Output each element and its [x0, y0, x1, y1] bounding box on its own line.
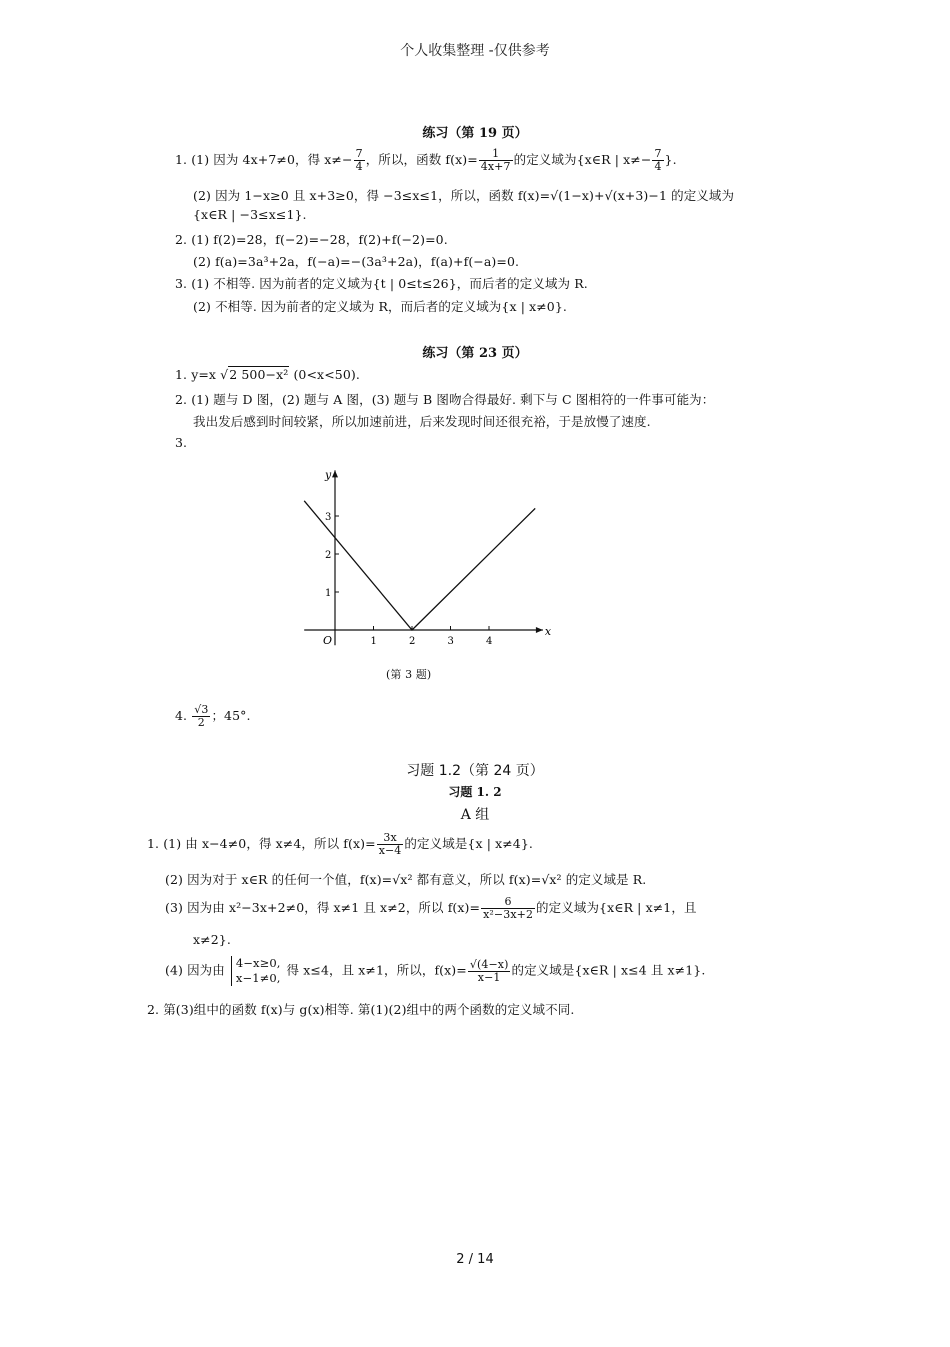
- fraction: [192, 704, 210, 729]
- section-title-page24: 习题 1.2（第 24 页）: [406, 763, 544, 779]
- answer-3-1: 3. (1) 不相等. 因为前者的定义域为{t | 0≤t≤26}，而后者的定义域为 R.: [175, 276, 588, 291]
- system-line-1: 4−x≥0,: [235, 956, 281, 970]
- exercise-1-1: [147, 832, 533, 857]
- text: ；45°.: [211, 708, 251, 723]
- page-header: 个人收集整理 -仅供参考: [400, 43, 550, 59]
- text: 1. y=x: [175, 367, 217, 382]
- text: 4.: [175, 708, 188, 723]
- denominator: 2: [197, 716, 205, 729]
- denominator: x−4: [378, 844, 402, 857]
- exercise-1-3: [165, 896, 697, 921]
- denominator: x²−3x+2: [483, 908, 534, 921]
- function-graph: [270, 460, 570, 660]
- denominator: x−1: [477, 970, 501, 984]
- fraction: [652, 148, 663, 173]
- origin-label: O: [323, 634, 333, 647]
- fraction: [468, 959, 511, 984]
- x-tick-label: 2: [409, 636, 416, 647]
- numerator: 3x: [377, 832, 404, 845]
- exercise-subtitle: 习题 1. 2: [448, 785, 502, 799]
- exercise-1-3-cont: x≠2}.: [193, 932, 231, 947]
- text: (4) 因为由: [165, 962, 225, 978]
- fraction: [354, 148, 365, 173]
- exercise-2: 2. 第(3)组中的函数 f(x)与 g(x)相等. 第(1)(2)组中的两个函数的定义域不同.: [147, 1002, 575, 1017]
- group-label: A 组: [460, 807, 490, 823]
- x-axis-arrow: [536, 627, 543, 633]
- answer-p23-2: 2. (1) 题与 D 图，(2) 题与 A 图，(3) 题与 B 图吻合得最好. 剩下与 C 图相符的一件事可能为：: [175, 392, 715, 407]
- answer-1-2: (2) 因为 1−x≥0 且 x+3≥0，得 −3≤x≤1，所以，函数 f(x)=√(1−x)+√(x+3)−1 的定义域为: [193, 188, 735, 203]
- fraction: [479, 148, 513, 173]
- answer-3-2: (2) 不相等. 因为前者的定义域为 R，而后者的定义域为{x | x≠0}.: [193, 299, 567, 314]
- answer-p23-3-label: 3.: [175, 435, 188, 450]
- text: 的定义域是{x∈R | x≤4 且 x≠1}.: [511, 962, 706, 978]
- numerator: 1: [479, 148, 513, 161]
- x-tick-label: 4: [486, 636, 493, 647]
- numerator: √(4−x): [469, 957, 509, 971]
- equation-system: [231, 956, 281, 986]
- y-tick-label: 3: [325, 512, 332, 523]
- answer-1-2-cont: {x∈R | −3≤x≤1}.: [193, 207, 307, 222]
- sqrt-expression: 2 500−x²: [229, 367, 289, 382]
- numerator: √3: [194, 703, 209, 716]
- answer-p23-2-cont: 我出发后感到时间较紧，所以加速前进，后来发现时间还很充裕，于是放慢了速度.: [193, 414, 651, 429]
- exercise-1-4: [165, 956, 705, 986]
- fraction: [377, 832, 404, 857]
- text: 的定义域为{x∈R | x≠−: [513, 152, 652, 167]
- section-title-page23: 练习（第 23 页）: [422, 346, 528, 361]
- answer-1-1: [175, 148, 677, 173]
- system-line-2: x−1≠0,: [235, 971, 281, 985]
- text: (3) 因为由 x²−3x+2≠0，得 x≠1 且 x≠2，所以 f(x)=: [165, 900, 481, 915]
- y-axis-label: y: [325, 468, 332, 482]
- denominator: 4: [654, 160, 662, 173]
- answer-p23-1: 1. y=x √2 500−x² (0<x<50).: [175, 367, 360, 382]
- section-title-page19: 练习（第 19 页）: [422, 126, 528, 141]
- series-line: [304, 501, 535, 630]
- exercise-1-2: (2) 因为对于 x∈R 的任何一个值，f(x)=√x² 都有意义，所以 f(x)=√x² 的定义域是 R.: [165, 872, 647, 887]
- numerator: 6: [481, 896, 535, 909]
- y-tick-label: 1: [325, 588, 332, 599]
- text: 得 x≤4，且 x≠1，所以，f(x)=: [286, 962, 467, 978]
- x-axis-label: x: [544, 625, 552, 638]
- graph-caption: (第 3 题): [386, 668, 432, 681]
- denominator: 4x+7: [480, 160, 511, 173]
- numerator: 7: [355, 147, 363, 160]
- answer-2-1: 2. (1) f(2)=28，f(−2)=−28，f(2)+f(−2)=0.: [175, 232, 448, 247]
- text: }.: [664, 152, 677, 167]
- text: ，所以，函数 f(x)=: [365, 152, 478, 167]
- x-tick-label: 3: [447, 636, 454, 647]
- text: (0<x<50).: [293, 367, 360, 382]
- answer-2-2: (2) f(a)=3a³+2a，f(−a)=−(3a³+2a)，f(a)+f(−a)=0.: [193, 254, 520, 269]
- y-axis-arrow: [332, 470, 338, 477]
- text: 1. (1) 由 x−4≠0，得 x≠4，所以 f(x)=: [147, 836, 376, 851]
- text: 的定义域是{x | x≠4}.: [404, 836, 533, 851]
- fraction: [481, 896, 535, 921]
- numerator: 7: [654, 147, 662, 160]
- x-tick-label: 1: [370, 636, 377, 647]
- y-tick-label: 2: [325, 550, 332, 561]
- text: 1. (1) 因为 4x+7≠0，得 x≠−: [175, 152, 353, 167]
- denominator: 4: [355, 160, 363, 173]
- text: 的定义域为{x∈R | x≠1，且: [536, 900, 697, 915]
- answer-p23-4: [175, 704, 251, 729]
- page-number: 2 / 14: [456, 1252, 494, 1267]
